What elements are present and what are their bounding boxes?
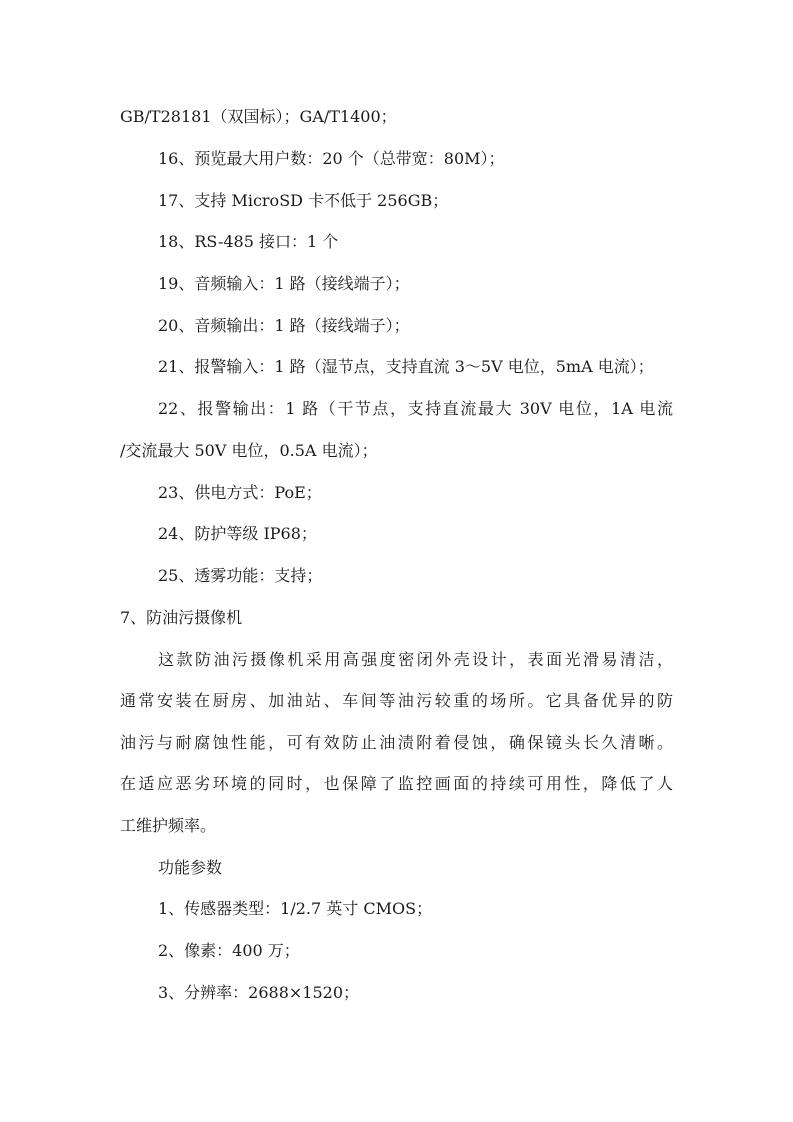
spec-item-25: 25、透雾功能：支持；	[158, 566, 323, 585]
paragraph-line-2: 通常安装在厨房、加油站、车间等油污较重的场所。它具备优异的防	[120, 691, 673, 710]
spec-item-20: 20、音频输出：1 路（接线端子）；	[158, 316, 410, 335]
param-item-3: 3、分辨率：2688×1520；	[158, 983, 360, 1002]
spec-item-21: 21、报警输入：1 路（湿节点，支持直流 3～5V 电位，5mA 电流）；	[158, 357, 654, 376]
spec-item-16: 16、预览最大用户数：20 个（总带宽：80M）；	[158, 149, 505, 168]
section-heading: 7、防油污摄像机	[120, 608, 243, 627]
spec-item-22-continued: /交流最大 50V 电位，0.5A 电流）；	[120, 441, 378, 460]
spec-item-22: 22、报警输出：1 路（干节点，支持直流最大 30V 电位，1A 电流	[158, 399, 673, 418]
spec-item-18: 18、RS-485 接口：1 个	[158, 232, 339, 251]
param-item-1: 1、传感器类型：1/2.7 英寸 CMOS；	[158, 899, 433, 918]
param-item-2: 2、像素：400 万；	[158, 941, 300, 960]
paragraph-line-3: 油污与耐腐蚀性能，可有效防止油渍附着侵蚀，确保镜头长久清晰。	[120, 733, 673, 752]
spec-item-19: 19、音频输入：1 路（接线端子）；	[158, 274, 410, 293]
spec-item-24: 24、防护等级 IP68；	[158, 524, 317, 543]
paragraph-line-5: 工维护频率。	[120, 816, 217, 835]
spec-item-17: 17、支持 MicroSD 卡不低于 256GB；	[158, 191, 449, 210]
spec-item-23: 23、供电方式：PoE；	[158, 483, 322, 502]
subsection-heading: 功能参数	[158, 858, 223, 877]
paragraph-line-4: 在适应恶劣环境的同时，也保障了监控画面的持续可用性，降低了人	[120, 774, 673, 793]
paragraph-line-1: 这款防油污摄像机采用高强度密闭外壳设计，表面光滑易清洁，	[158, 650, 673, 669]
spec-line-15-continued: GB/T28181（双国标）；GA/T1400；	[120, 107, 397, 126]
